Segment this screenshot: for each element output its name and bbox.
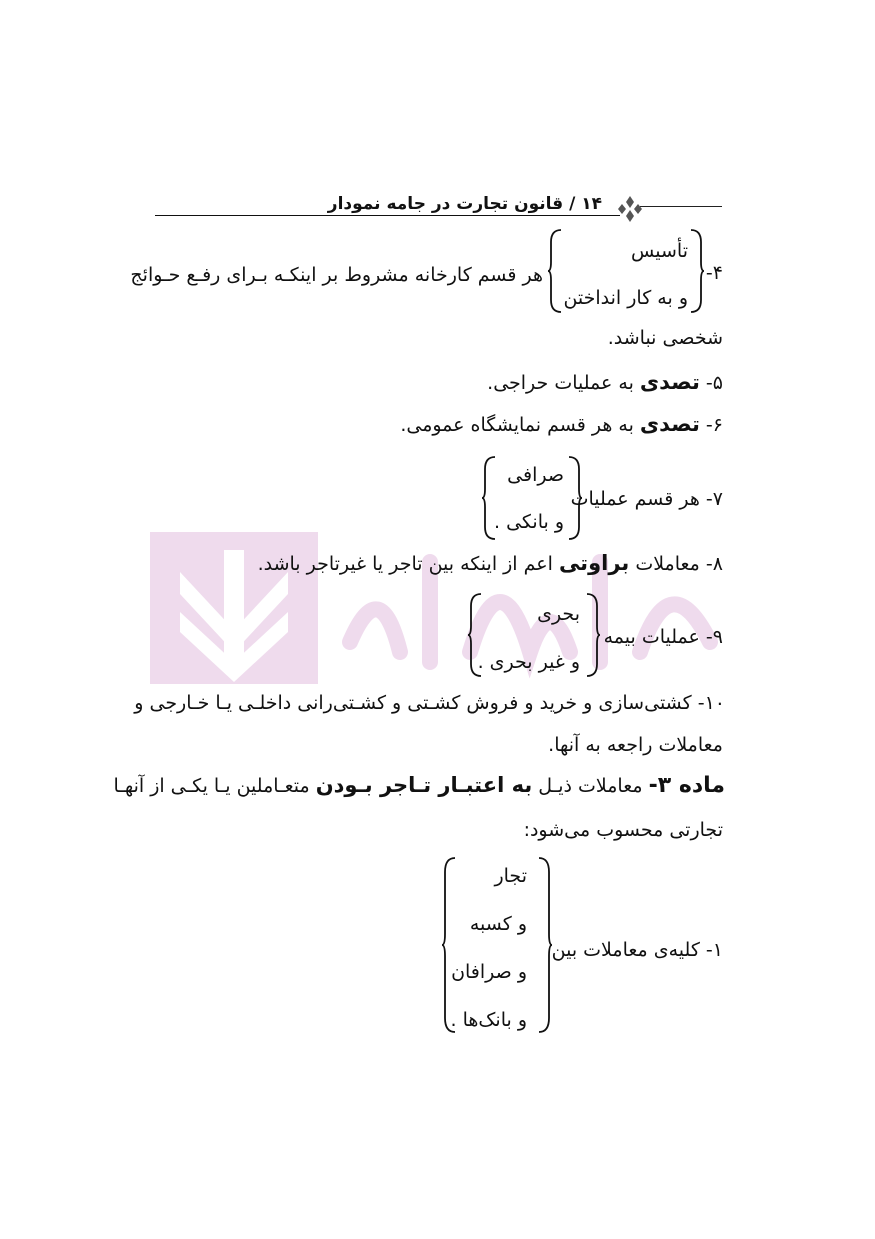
item5-number: ۵- [705,372,723,394]
item9-text [604,622,723,652]
item10-line1 [134,688,725,718]
item7-number: ۷- [705,488,723,510]
item8-number: ۸- [705,553,723,575]
item4-option-1: تأسیس [631,240,688,262]
article3-sub1-option-1: تجار [494,865,527,887]
item6-number: ۶- [705,414,723,436]
article3-pre: معاملات ذیـل [538,775,643,797]
item7-close-brace [481,455,497,541]
article3-line1 [113,770,725,801]
header-separator: / [569,194,576,214]
item9-label: عملیات بیمه [603,626,700,648]
item8-line [258,548,723,579]
item6-bold: تصدی [639,412,700,436]
article3-rest: متعـاملین یـا یکـی از آنهـا [113,775,310,797]
header-rule-right [640,206,722,207]
article3-sub1-open-brace [537,856,553,1034]
item8-rest: اعم از اینکه بین تاجر یا غیرتاجر باشد. [257,553,553,575]
item8-bold: براوتی [558,551,630,575]
item6-line [400,409,723,440]
item5-bold: تصدی [639,370,700,394]
header-text [328,194,602,214]
item6-rest: به هر قسم نمایشگاه عمومی. [400,414,634,436]
article3-sub1-number: ۱- [705,939,723,961]
page-number: ۱۴ [581,194,602,214]
item4-close-brace [547,228,563,314]
item7-label: هر قسم عملیات [570,488,700,510]
item5-rest: به عملیات حراجی. [487,372,634,394]
item8-pre: معاملات [635,553,700,575]
article3-bold: به اعتبـار تـاجر بـودن [315,773,533,797]
article3-line2: تجارتی محسوب می‌شود: [523,819,723,841]
article3-sub1-label: کلیه‌ی معاملات بین [551,939,700,961]
item4-number: ۴- [705,262,723,284]
item7-option-1: صرافی [507,464,564,486]
item9-option-2: و غیر بحری . [477,651,580,673]
item9-number: ۹- [705,626,723,648]
page-title: قانون تجارت در جامه نمودار [327,194,564,214]
item9-close-brace [467,592,483,678]
item10-number: ۱۰- [697,692,725,714]
article3-sub1-text [552,935,723,965]
item10-text-1: کشتی‌سازی و خرید و فروش کشـتی و کشـتی‌رانی داخلـی یـا خـارجی و [134,692,692,714]
item4-option-2: و به کار انداختن [563,287,688,309]
header-ornament-icon [614,196,646,222]
item7-open-brace [567,455,583,541]
article3-sub1-option-2: و کسبه [469,913,527,935]
item9-open-brace [585,592,601,678]
item5-line [487,367,723,398]
header-rule-left [155,215,620,216]
item4-tail: هر قسم کارخانه مشروط بر اینکـه بـرای رفـع حـوائج [130,264,543,286]
item10-line2: معاملات راجعه به آنها. [548,734,723,756]
article3-sub1-close-brace [441,856,457,1034]
article3-sub1-option-3: و صرافان [451,961,527,983]
item4-open-brace [689,228,705,314]
article3-label: ماده ۳- [648,773,725,798]
item4-continuation: شخصی نباشد. [607,327,723,349]
article3-sub1-option-4: و بانک‌ها . [450,1009,527,1031]
item7-text [571,484,723,514]
item9-option-1: بحری [537,603,580,625]
item7-option-2: و بانکی . [494,511,564,533]
